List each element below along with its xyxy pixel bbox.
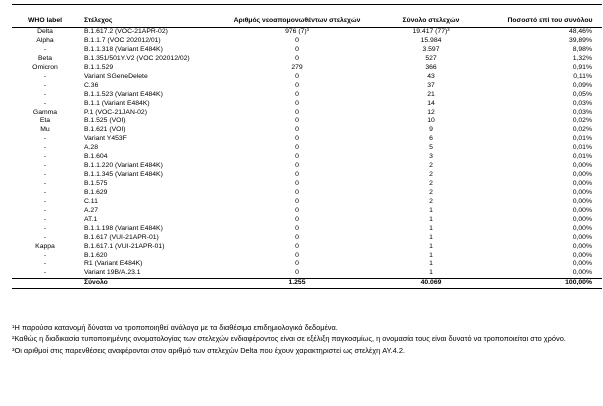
strain-cell: B.1.621 (VOI) (84, 126, 126, 134)
total-label: Σύνολο (78, 279, 230, 289)
new-sequenced-cell: 0 (295, 153, 299, 161)
table-row (12, 37, 602, 46)
table-row (12, 269, 602, 278)
who-label-cell: Omicron (32, 63, 58, 71)
strain-cell: B.1.1.523 (Variant E484K) (84, 90, 163, 98)
who-label-cell: - (43, 162, 47, 170)
who-label-cell: Beta (38, 54, 52, 62)
who-label-cell: Eta (39, 117, 51, 125)
total-strains-cell: 43 (427, 72, 435, 80)
who-label-cell: - (43, 72, 47, 80)
new-sequenced-cell: 0 (295, 117, 299, 125)
percent-cell: 0,00% (572, 251, 592, 259)
new-sequenced-cell: 0 (295, 224, 299, 232)
who-label-cell: - (43, 45, 47, 53)
strain-cell: B.1.617.2 (VOC-21APR-02) (84, 28, 168, 36)
new-sequenced-cell: 0 (295, 126, 299, 134)
strain-cell: B.1.1.198 (Variant E484K) (84, 224, 163, 232)
new-sequenced-cell: 0 (295, 260, 299, 268)
strain-cell: C.36 (84, 81, 99, 89)
percent-cell: 0,11% (573, 72, 592, 80)
percent-cell: 0,00% (572, 215, 592, 223)
total-strains-cell: 6 (429, 135, 433, 143)
new-sequenced-cell: 0 (295, 72, 299, 80)
percent-cell: 8,98% (572, 45, 592, 53)
strain-cell: B.1.351/501Y.V2 (VOC 202012/02) (84, 54, 190, 62)
total-strains-cell: 366 (425, 63, 437, 71)
who-label-cell: Gamma (32, 108, 58, 116)
percent-cell: 39,89% (568, 37, 592, 44)
table-body (12, 28, 602, 279)
percent-cell: 0,00% (572, 242, 592, 250)
percent-cell: 0,09% (572, 81, 592, 89)
who-label-cell: Mu (40, 126, 50, 134)
new-sequenced-cell: 0 (295, 171, 299, 179)
strain-cell: B.1.525 (VOI) (84, 117, 126, 125)
total-who-cell (12, 279, 78, 289)
percent-cell: 0,05% (572, 90, 592, 98)
who-label-cell: - (43, 171, 47, 179)
table-row (12, 117, 602, 126)
percent-cell: 0,00% (572, 180, 592, 187)
strain-cell: B.1.617 (VUI-21APR-01) (84, 233, 159, 241)
percent-cell: 0,00% (572, 269, 592, 277)
new-sequenced-cell: 0 (295, 242, 299, 250)
strain-cell: B.1.629 (84, 188, 108, 196)
total-strains-cell: 14 (427, 99, 435, 107)
new-sequenced-cell: 976 (7)³ (285, 28, 309, 36)
new-sequenced-cell: 0 (295, 180, 299, 187)
who-label-cell: Delta (37, 28, 53, 36)
table-row (12, 64, 602, 73)
total-strains-cell: 1 (429, 242, 433, 250)
strain-cell: C.11 (84, 197, 98, 205)
strain-cell: P.1 (VOC-21JAN-02) (84, 108, 147, 116)
strain-cell: B.1.1 (Variant E484K) (84, 99, 150, 107)
total-strains-cell: 19.417 (77)³ (412, 28, 450, 36)
footnote-1: ¹Η παρούσα κατανομή δύναται να τροποποιηθεί ανάλογα με τα διαθέσιμα επιδημιολογικά δεδομένα. (12, 323, 338, 332)
table-row (12, 82, 602, 91)
table-row (12, 234, 602, 243)
new-sequenced-cell: 0 (295, 251, 299, 259)
strain-cell: B.1.1.7 (VOC 202012/01) (84, 37, 161, 44)
strain-cell: Variant SGeneDelete (84, 72, 148, 80)
new-sequenced-cell: 0 (295, 144, 299, 152)
new-sequenced-cell: 0 (295, 135, 299, 143)
who-label-cell: Alpha (36, 37, 54, 44)
total-strains-cell: 2 (429, 197, 433, 205)
percent-cell: 1,32% (572, 54, 592, 62)
table-row (12, 46, 602, 55)
total-strains-cell: 2 (429, 171, 433, 179)
table-row (12, 171, 602, 180)
who-label-cell: - (43, 197, 47, 205)
who-label-cell: - (43, 260, 47, 268)
header-who-label: WHO label (12, 5, 78, 28)
who-label-cell: - (43, 135, 47, 143)
percent-cell: 48,46% (568, 28, 592, 36)
new-sequenced-cell: 279 (291, 63, 303, 71)
strain-cell: B.1.575 (84, 180, 108, 187)
strain-cell: AT.1 (84, 215, 98, 223)
who-label-cell: - (43, 251, 47, 259)
table-row (12, 126, 602, 135)
total-strains-cell: 9 (429, 126, 433, 134)
who-label-cell: - (43, 81, 47, 89)
header-percent-total: Ποσοστό επί του συνόλου (498, 5, 602, 28)
total-strains-cell: 1 (429, 260, 433, 268)
total-strains-cell: 15.984 (420, 37, 442, 44)
total-row (12, 279, 602, 289)
percent-cell: 0,00% (572, 162, 592, 170)
who-label-cell: - (43, 90, 47, 98)
table-row (12, 100, 602, 109)
total-strains-cell: 1 (429, 251, 433, 259)
table-row (12, 144, 602, 153)
percent-cell: 0,00% (572, 206, 592, 214)
who-label-cell: - (43, 180, 47, 187)
percent-cell: 0,03% (572, 99, 592, 107)
strain-cell: B.1.617.1 (VUI-21APR-01) (84, 242, 165, 250)
table-row (12, 216, 602, 225)
percent-cell: 0,00% (572, 260, 592, 268)
who-label-cell: - (43, 188, 47, 196)
who-label-cell: - (43, 215, 47, 223)
percent-cell: 0,00% (572, 197, 592, 205)
header-new-sequenced: Αριθμός νεοαπομονωθέντων στελεχών (230, 5, 364, 28)
table-row (12, 28, 602, 37)
total-strains-cell: 5 (429, 144, 433, 152)
strain-cell: A.27 (84, 206, 98, 214)
total-strains-cell: 21 (427, 90, 435, 98)
footnotes (12, 322, 592, 356)
total-strains-cell: 1 (429, 215, 433, 223)
strain-cell: B.1.620 (84, 251, 108, 259)
table-row (12, 225, 602, 234)
total-strains-cell: 37 (427, 81, 435, 89)
percent-cell: 0,91% (572, 63, 592, 71)
percent-cell: 0,00% (572, 188, 592, 196)
new-sequenced-cell: 0 (295, 233, 299, 241)
strain-cell: B.1.604 (84, 153, 108, 161)
total-strains-cell: 2 (429, 162, 433, 170)
new-sequenced-cell: 0 (295, 54, 299, 62)
table-row (12, 162, 602, 171)
strain-cell: B.1.1.318 (Variant E484K) (84, 45, 163, 53)
strain-cell: A.28 (84, 144, 98, 152)
who-label-cell: - (43, 99, 47, 107)
new-sequenced-cell: 0 (295, 45, 299, 53)
header-total-strains: Σύνολο στελεχών (364, 5, 498, 28)
table-row (12, 73, 602, 82)
new-sequenced-cell: 0 (295, 269, 299, 277)
new-sequenced-cell: 0 (295, 215, 299, 223)
new-sequenced-cell: 0 (295, 81, 299, 89)
table-row (12, 135, 602, 144)
table-row (12, 153, 602, 162)
percent-cell: 0,01% (572, 135, 592, 143)
new-sequenced-cell: 0 (295, 90, 299, 98)
strain-cell: Variant Y453F (84, 135, 127, 143)
table-row (12, 251, 602, 260)
new-sequenced-cell: 0 (295, 197, 299, 205)
table-row (12, 108, 602, 117)
who-label-cell: - (43, 269, 47, 277)
table-row (12, 243, 602, 252)
strain-cell: B.1.1.345 (Variant E484K) (84, 171, 163, 179)
percent-cell: 0,00% (572, 233, 592, 241)
variants-table (12, 4, 602, 289)
strain-cell: B.1.1.220 (Variant E484K) (84, 162, 163, 170)
new-sequenced-cell: 0 (295, 162, 299, 170)
total-new: 1.255 (230, 279, 364, 289)
table-row (12, 91, 602, 100)
total-strains-cell: 527 (425, 54, 437, 62)
total-strains-cell: 3 (429, 153, 433, 161)
percent-cell: 0,03% (572, 108, 592, 116)
total-strains-cell: 1 (429, 233, 433, 241)
who-label-cell: - (43, 153, 47, 161)
new-sequenced-cell: 0 (295, 37, 299, 44)
table-row (12, 198, 602, 207)
who-label-cell: Kappa (35, 242, 55, 250)
table-row (12, 189, 602, 198)
total-strains-cell: 1 (429, 224, 433, 232)
total-strains-cell: 1 (429, 206, 433, 214)
percent-cell: 0,00% (572, 224, 592, 232)
total-strains-cell: 1 (429, 269, 433, 277)
percent-cell: 0,01% (572, 144, 592, 152)
percent-cell: 0,02% (572, 126, 592, 134)
footnote-2: ²Καθώς η διαδικασία τυποποιημένης ονοματολογίας των στελεχών ενδιαφέροντος είναι σε εξέλιξη παγκοσμίως, η ονομασία τους είναι δυνατό να τροποποιείται στο χρόνο. (12, 334, 566, 344)
strain-cell: B.1.1.529 (84, 63, 114, 71)
new-sequenced-cell: 0 (295, 108, 299, 116)
table-row (12, 180, 602, 189)
percent-cell: 0,02% (572, 117, 592, 125)
who-label-cell: - (43, 224, 47, 232)
table-row (12, 55, 602, 64)
total-total: 40.069 (364, 279, 498, 289)
table-row (12, 260, 602, 269)
who-label-cell: - (43, 144, 47, 152)
total-strains-cell: 2 (429, 188, 433, 196)
total-strains-cell: 12 (427, 108, 435, 116)
who-label-cell: - (43, 233, 47, 241)
total-pct: 100,00% (498, 279, 602, 289)
percent-cell: 0,00% (572, 171, 592, 179)
new-sequenced-cell: 0 (295, 188, 299, 196)
total-strains-cell: 10 (427, 117, 435, 125)
new-sequenced-cell: 0 (295, 99, 299, 107)
header-strain: Στέλεχος (78, 5, 230, 28)
who-label-cell: - (43, 206, 47, 214)
total-strains-cell: 3.597 (422, 45, 440, 53)
percent-cell: 0,01% (572, 153, 592, 161)
footnote-3: ³Οι αριθμοί στις παρενθέσεις αναφέρονται στον αριθμό των στελεχών Delta που έχουν χαρακτηριστεί ως στελέχη AY.4.2. (12, 345, 406, 355)
strain-cell: R1 (Variant E484K) (84, 260, 143, 268)
total-strains-cell: 2 (429, 180, 433, 187)
table-row (12, 207, 602, 216)
table-header-row (12, 5, 602, 28)
strain-cell: Variant 19B/A.23.1 (84, 269, 141, 277)
new-sequenced-cell: 0 (295, 206, 299, 214)
